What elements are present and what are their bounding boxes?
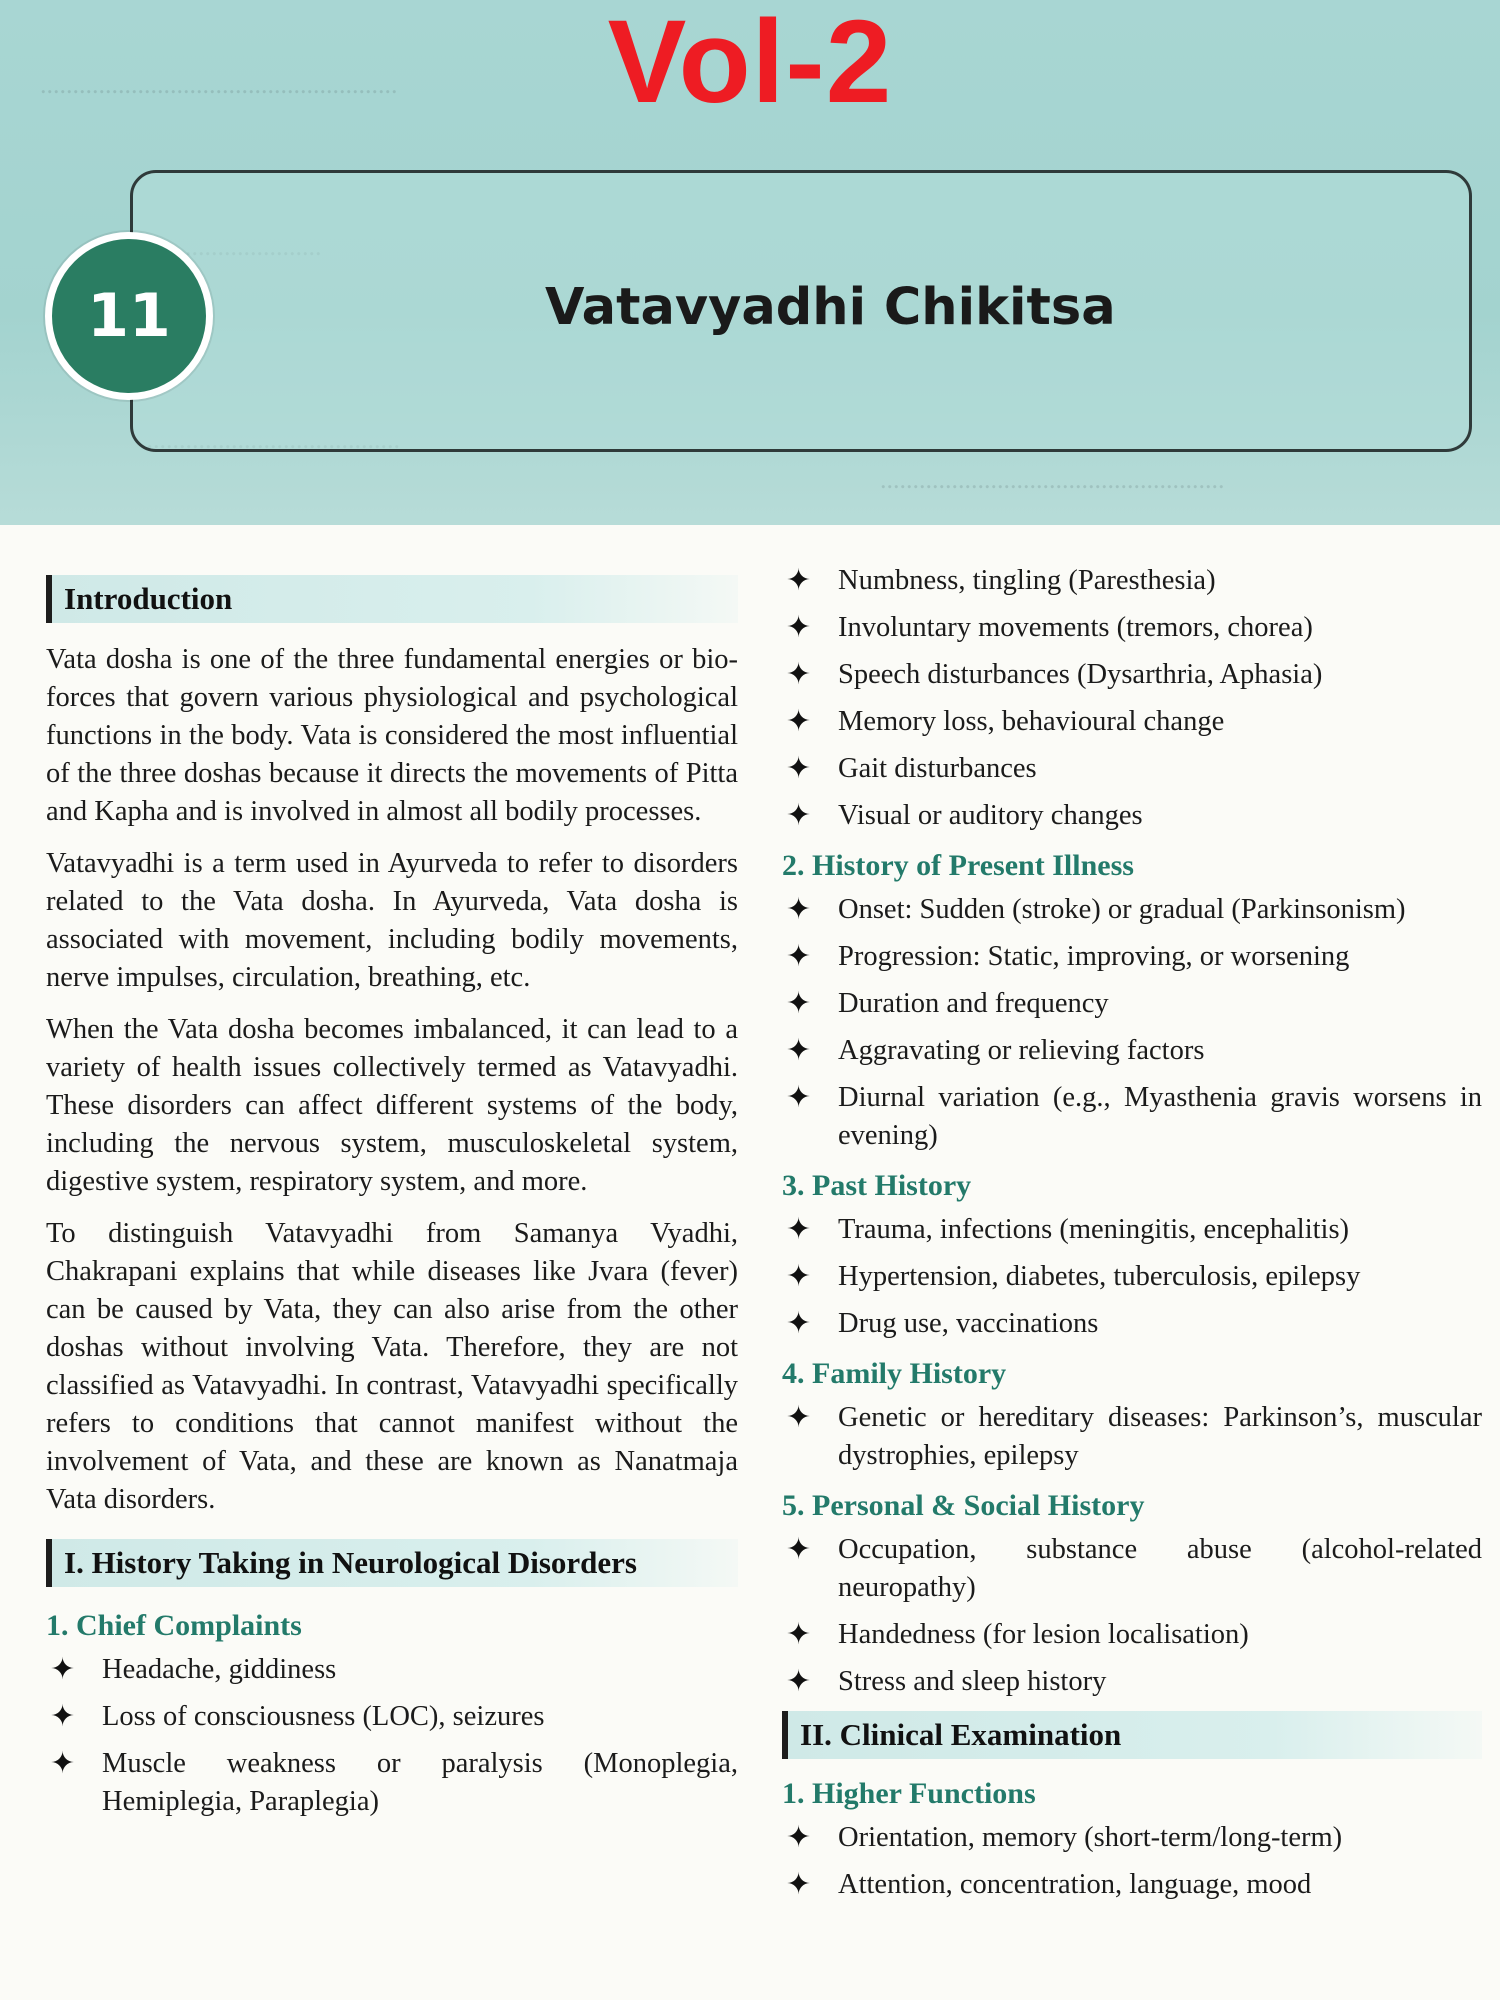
bullet-star-icon: ✦ — [50, 1699, 76, 1734]
list-item: ✦ Hypertension, diabetes, tuberculosis, epilepsy — [786, 1259, 1361, 1294]
bullet-star-icon: ✦ — [786, 657, 812, 692]
left-column — [46, 575, 738, 1830]
bullet-star-icon: ✦ — [786, 751, 812, 786]
bullet-star-icon: ✦ — [786, 610, 812, 645]
present-illness-heading: 2. History of Present Illness — [782, 849, 1134, 882]
bullet-star-icon: ✦ — [50, 1746, 76, 1781]
bullet-star-icon: ✦ — [786, 986, 812, 1021]
right-column — [782, 562, 1482, 1913]
list-item: ✦ Diurnal variation (e.g., Myasthenia gravis worsens in evening) — [786, 1080, 1482, 1151]
chapter-title: Vatavyadhi Chikitsa — [545, 278, 1116, 337]
list-item: ✦ Duration and frequency — [786, 986, 1109, 1021]
list-item: ✦ Progression: Static, improving, or worsening — [786, 939, 1350, 974]
list-item: ✦ Headache, giddiness — [50, 1652, 337, 1687]
intro-paragraph: To distinguish Vatavyadhi from Samanya Vyadhi, Chakrapani explains that while diseases like Jvara (fever) can be caused by Vata, they can also arise from the other doshas without involving Vata. Therefore, they are not classified as Vatavyadhi. In contrast, Vatavyadhi specifically refers to conditions that cannot manifest without the involvement of Vata, and these are known as Nanatmaja Vata disorders. — [46, 1218, 738, 1515]
list-item: ✦ Speech disturbances (Dysarthria, Aphasia) — [786, 657, 1323, 692]
list-item: ✦ Muscle weakness or paralysis (Monoplegia, Hemiplegia, Paraplegia) — [50, 1746, 738, 1817]
family-history-list — [782, 1399, 1482, 1475]
bullet-star-icon: ✦ — [50, 1652, 76, 1687]
present-illness-list — [782, 891, 1482, 1155]
higher-functions-heading: 1. Higher Functions — [782, 1777, 1036, 1810]
chief-complaints-list — [46, 1651, 738, 1821]
list-item: ✦ Orientation, memory (short-term/long-term) — [786, 1820, 1343, 1855]
bullet-star-icon: ✦ — [786, 1617, 812, 1652]
bullet-star-icon: ✦ — [786, 1306, 812, 1341]
past-history-heading: 3. Past History — [782, 1169, 972, 1202]
list-item: ✦ Occupation, substance abuse (alcohol-related neuropathy) — [786, 1532, 1482, 1603]
bullet-star-icon: ✦ — [786, 1259, 812, 1294]
bullet-star-icon: ✦ — [786, 1532, 812, 1567]
list-item: ✦ Numbness, tingling (Paresthesia) — [786, 563, 1216, 598]
bullet-star-icon: ✦ — [786, 1400, 812, 1435]
bullet-star-icon: ✦ — [786, 1820, 812, 1855]
bullet-star-icon: ✦ — [786, 798, 812, 833]
list-item: ✦ Gait disturbances — [786, 751, 1037, 786]
bullet-star-icon: ✦ — [786, 1212, 812, 1247]
chief-complaints-list-continued — [782, 562, 1482, 835]
family-history-heading: 4. Family History — [782, 1357, 1007, 1390]
bullet-star-icon: ✦ — [786, 1867, 812, 1902]
volume-label: Vol-2 — [607, 0, 893, 128]
list-item: ✦ Loss of consciousness (LOC), seizures — [50, 1699, 545, 1734]
list-item: ✦ Genetic or hereditary diseases: Parkinson’s, muscular dystrophies, epilepsy — [786, 1400, 1482, 1471]
list-item: ✦ Trauma, infections (meningitis, encephalitis) — [786, 1212, 1350, 1247]
personal-history-list — [782, 1531, 1482, 1701]
intro-paragraph: Vata dosha is one of the three fundamental energies or bio-forces that govern various physiological and psychological functions in the body. Vata is considered the most influential of the three doshas because it directs the movements of Pitta and Kapha and is involved in almost all bodily processes. — [46, 644, 738, 827]
list-item: ✦ Drug use, vaccinations — [786, 1306, 1099, 1341]
list-item: ✦ Visual or auditory changes — [786, 798, 1143, 833]
past-history-list — [782, 1211, 1482, 1343]
history-section-heading: I. History Taking in Neurological Disorders — [46, 1539, 738, 1587]
chief-complaints-heading: 1. Chief Complaints — [46, 1609, 302, 1642]
list-item: ✦ Handedness (for lesion localisation) — [786, 1617, 1249, 1652]
bullet-star-icon: ✦ — [786, 892, 812, 927]
bleed-through-text: ..................................................... — [880, 465, 1225, 494]
bullet-star-icon: ✦ — [786, 563, 812, 598]
bleed-through-text: ....................................................... — [40, 70, 398, 99]
higher-functions-list — [782, 1819, 1482, 1904]
bullet-star-icon: ✦ — [786, 1080, 812, 1115]
intro-heading: Introduction — [46, 575, 738, 623]
list-item: ✦ Memory loss, behavioural change — [786, 704, 1225, 739]
list-item: ✦ Onset: Sudden (stroke) or gradual (Parkinsonism) — [786, 892, 1406, 927]
list-item: ✦ Stress and sleep history — [786, 1664, 1107, 1699]
list-item: ✦ Aggravating or relieving factors — [786, 1033, 1205, 1068]
chapter-number-badge: 11 — [45, 232, 213, 400]
exam-section-heading: II. Clinical Examination — [782, 1711, 1482, 1759]
intro-paragraph: When the Vata dosha becomes imbalanced, it can lead to a variety of health issues collectively termed as Vatavyadhi. These disorders can affect different systems of the body, including the nervous system, musculoskeletal system, digestive system, respiratory system, and more. — [46, 1014, 738, 1197]
bullet-star-icon: ✦ — [786, 1664, 812, 1699]
list-item: ✦ Attention, concentration, language, mood — [786, 1867, 1312, 1902]
list-item: ✦ Involuntary movements (tremors, chorea) — [786, 610, 1313, 645]
bullet-star-icon: ✦ — [786, 704, 812, 739]
personal-history-heading: 5. Personal & Social History — [782, 1489, 1145, 1522]
intro-paragraph: Vatavyadhi is a term used in Ayurveda to refer to disorders related to the Vata dosha. In Ayurveda, Vata dosha is associated with movement, including bodily movements, nerve impulses, circulation, breathing, etc. — [46, 848, 738, 993]
bullet-star-icon: ✦ — [786, 939, 812, 974]
bullet-star-icon: ✦ — [786, 1033, 812, 1068]
